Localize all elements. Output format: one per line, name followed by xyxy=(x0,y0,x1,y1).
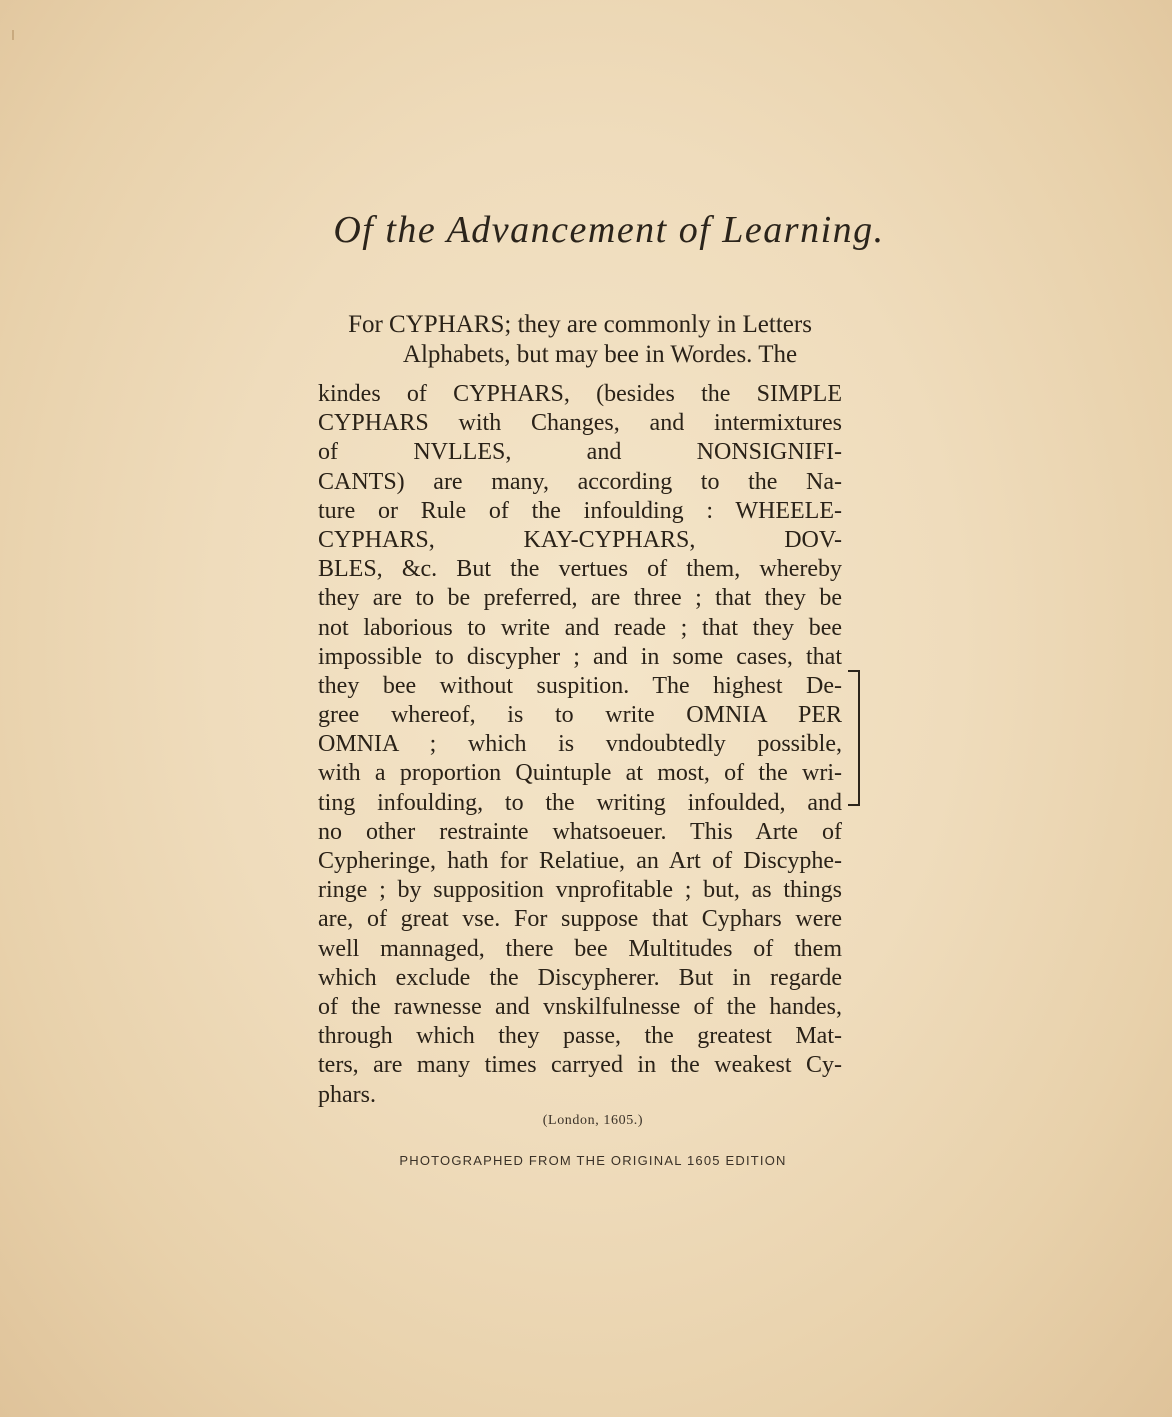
body-line: phars. xyxy=(318,1081,376,1108)
body-line: ting infoulding, to the writing infoulded, and xyxy=(318,789,842,816)
page-title: Of the Advancement of Learning. xyxy=(333,209,885,251)
body-line: CYPHARS with Changes, and intermixtures xyxy=(318,410,842,437)
body-line: gree whereof, is to write OMNIA PER xyxy=(318,702,842,729)
photo-credit: PHOTOGRAPHED FROM THE ORIGINAL 1605 EDITION xyxy=(399,1153,787,1168)
body-paragraph xyxy=(318,380,842,1110)
body-line: not laborious to write and reade ; that they bee xyxy=(318,614,842,641)
margin-bracket xyxy=(848,670,860,806)
body-line: CYPHARS, KAY-CYPHARS, DOV- xyxy=(318,526,842,553)
body-line: BLES, &c. But the vertues of them, whereby xyxy=(318,556,842,583)
body-line: they bee without suspition. The highest De- xyxy=(318,672,842,699)
intro-paragraph xyxy=(300,310,860,370)
body-line: no other restrainte whatsoeuer. This Arte of xyxy=(318,818,842,845)
body-line: impossible to discypher ; and in some cases, that xyxy=(318,643,842,670)
body-line: kindes of CYPHARS, (besides the SIMPLE xyxy=(318,381,842,407)
body-line: CANTS) are many, according to the Na- xyxy=(318,468,842,495)
body-line: well mannaged, there bee Multitudes of them xyxy=(318,935,842,962)
body-line: of NVLLES, and NONSIGNIFI- xyxy=(318,439,842,466)
body-line: through which they passe, the greatest Mat- xyxy=(318,1023,842,1050)
paper-mark xyxy=(12,30,14,40)
intro-line: Alphabets, but may bee in Wordes. The xyxy=(402,341,798,368)
body-line: ture or Rule of the infoulding : WHEELE- xyxy=(318,497,842,524)
body-line: ringe ; by supposition vnprofitable ; but, as things xyxy=(318,877,842,904)
intro-line: For CYPHARS; they are commonly in Letters xyxy=(348,311,812,338)
body-line: OMNIA ; which is vndoubtedly possible, xyxy=(318,731,842,758)
imprint-line: (London, 1605.) xyxy=(542,1113,644,1128)
body-line: ters, are many times carryed in the weakest Cy- xyxy=(318,1052,842,1079)
body-line: with a proportion Quintuple at most, of the wri- xyxy=(318,760,842,787)
body-line: which exclude the Discypherer. But in regarde xyxy=(318,964,842,991)
body-line: they are to be preferred, are three ; that they be xyxy=(318,585,842,612)
body-line: Cypheringe, hath for Relatiue, an Art of Discyphe- xyxy=(318,848,842,874)
body-line: are, of great vse. For suppose that Cyphars were xyxy=(318,906,842,933)
body-line: of the rawnesse and vnskilfulnesse of the handes, xyxy=(318,993,842,1020)
